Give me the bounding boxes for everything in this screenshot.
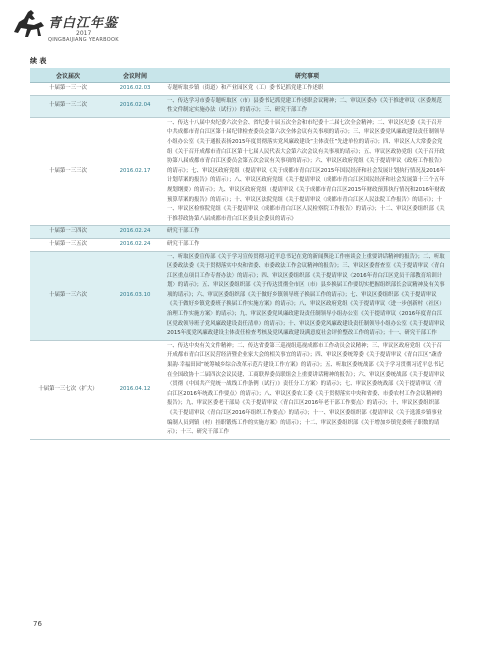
yearbook-subtitle: QINGBAIJIANG YEARBOOK <box>48 37 119 43</box>
table-row <box>30 83 450 96</box>
yearbook-title: 青白江年鉴 <box>48 16 119 31</box>
table-row <box>30 238 450 251</box>
date-cell: 2016.02.24 <box>106 238 164 251</box>
table-row <box>30 95 450 117</box>
yearbook-year: 2017 <box>76 30 92 37</box>
items-cell: 一、传达学习市委专题听取区（市）县委书记抓党建工作述职会议精神；二、审议区委办《关于推进审议（区委规范性文件制定实施办法（试行））的请示》；三、研究干部工作 <box>164 95 450 117</box>
session-cell: 十届第一三六次 <box>30 251 106 340</box>
table-row <box>30 251 450 340</box>
session-cell: 十届第一三三次 <box>30 117 106 226</box>
table-row <box>30 226 450 239</box>
header-date: 会议时间 <box>106 68 164 83</box>
table-header-row <box>30 68 450 83</box>
continued-label: 续 表 <box>30 57 47 65</box>
session-cell: 十届第一三二次 <box>30 95 106 117</box>
session-cell: 十届第一三一次 <box>30 83 106 96</box>
session-cell: 十届第一三七次（扩大） <box>30 340 106 439</box>
table-row <box>30 340 450 439</box>
items-cell: 一、传达十八届中央纪委六次全会、省纪委十届五次全会和市纪委十二届七次全会精神；二、审议区纪委《关于召开中共成都市青白江区第十届纪律检查委员会第六次全体会议有关事项的请示》；三、审议区委党风廉政建设责任制领导小组办公室《关于通报表扬2015年度贯彻落实党风廉政建设“主体责任”先进单位的请示》；四、审议区人大常委会党组《关于召开成都市青白江区第十七届人民代表大会第六次会议有关事项的请示》；五、审议区政协党组《关于召开政协第八届成都市青白江区委员会第五次会议有关事项的请示》；六、审议区政府党组《关于提请审议《政府工作报告》的请示》；七、审议区政府党组（提请审议《关于成都市青白江区2015年国民经济和社会发展计划执行情况及2016年计划草案的报告》的请示）；八、审议区政府党组《关于提请审议（成都市青白江区国民经济和社会发展第十三个五年规划纲要）的请示》；九、审议区政府党组（提请审议《关于成都市青白江区2015年财政预算执行情况和2016年财政预算草案的报告》的请示）；十、审议区法院党组《关于提请审议〈成都市青白江区人民法院工作报告〉的请示》；十一、审议区检察院党组《关于提请审议〈成都市青白江区人民检察院工作报告〉的请示》；十二、审议区委组织部《关于推荐政协第八届成都市青白江区委员会委员的请示》 <box>164 117 450 226</box>
date-cell: 2016.02.24 <box>106 226 164 239</box>
date-cell: 2016.02.17 <box>106 117 164 226</box>
header-session: 会议届次 <box>30 68 106 83</box>
session-cell: 十届第一三四次 <box>30 226 106 239</box>
table-row <box>30 117 450 226</box>
horse-logo-icon <box>10 8 46 42</box>
items-cell: 专题听取乡镇（街道）和产业园区党（工）委书记抓党建工作述职 <box>164 83 450 96</box>
page-number: 76 <box>33 620 42 628</box>
meeting-table <box>30 68 450 440</box>
items-cell: 一、听取区委宣传部《关于学习宣传贯彻习近平总书记在党的新闻舆论工作座谈会上重要讲话精神的报告》；二、听取区委政法委《关于贯彻落实中央和省委、市委政法工作会议精神的报告》；三、审议区委督查室《关于提请审议〈青白江区重点项目工作专督办法〉的请示》；四、审议区委组织部《关于提请审议〈2016年青白江区党员干部教育培训计划〉的请示》；五、审议区委组织部《关于传达贯彻全市区（市）县乡换届工作要切实把握组织部长会议精神及有关事项的请示》；六、审议区委组织部《关于做好乡镇领导班子换届工作的请示》；七、审议区委组织部《关于提请审议《关于做好乡镇党委班子换届工作实施方案》的请示》；八、审议区政府党组《关于提请审议〈进一步创新村（社区）治理工作实施方案〉的请示》；九、审议区委党风廉政建设责任制领导小组办公室《关于提请审议（2016年度青白江区党政领导班子党风廉政建设责任清单）的请示》；十、审议区委党风廉政建设责任制领导小组办公室《关于提请审议2015年度党风廉政建设主体责任检查考核及党风廉政建设满意度社会评价整改工作的请示》；十一、研究干部工作 <box>164 251 450 340</box>
items-cell: 研究干部工作 <box>164 238 450 251</box>
yearbook-header <box>10 6 130 48</box>
date-cell: 2016.03.10 <box>106 251 164 340</box>
items-cell: 研究干部工作 <box>164 226 450 239</box>
date-cell: 2016.02.03 <box>106 83 164 96</box>
items-cell: 一、传达中央有关文件精神；二、传达省委第三巡视组巡视成都市工作动员会议精神；三、审议区政府党组《关于召开成都市青白江区民营经济暨企业家大会的相关事宜的请示》；四、审议区委统筹委《关于提请审议《青白江区“蔬香果韵·幸福田园”统筹城乡综合改革示范片建设工作方案》的请示》；五、听取区委统战部《关于学习贯彻习近平总书记在全国政协十二届四次会议民建、工商联界委员联组会上重要讲话精神的报告》；六、审议区委统战部《关于提请审议〈贯彻《中国共产党统一战线工作条例（试行）》责任分工方案〉的请示》；七、审议区委统战部《关于提请审议〈青白江区2016年统战工作要点〉的请示》；八、审议区委农工委《关于贯彻落实中央和省委、市委农村工作会议精神的报告》；九、审议区委老干部局《关于提请审议〈青白江区2016年老干部工作要点〉的请示》；十、审议区委组织部《关于提请审议〈青白江区2016年组织工作要点〉的请示》；十一、审议区委组织部《提请审议〈关于选派乡镇事业编制人员到镇（村）挂职锻炼工作的实施方案〉的请示》；十二、审议区委组织部《关于增加乡镇党委班子职数的请示》；十三、研究干部工作 <box>164 340 450 439</box>
header-items: 研究事项 <box>164 68 450 83</box>
date-cell: 2016.04.12 <box>106 340 164 439</box>
session-cell: 十届第一三五次 <box>30 238 106 251</box>
date-cell: 2016.02.04 <box>106 95 164 117</box>
